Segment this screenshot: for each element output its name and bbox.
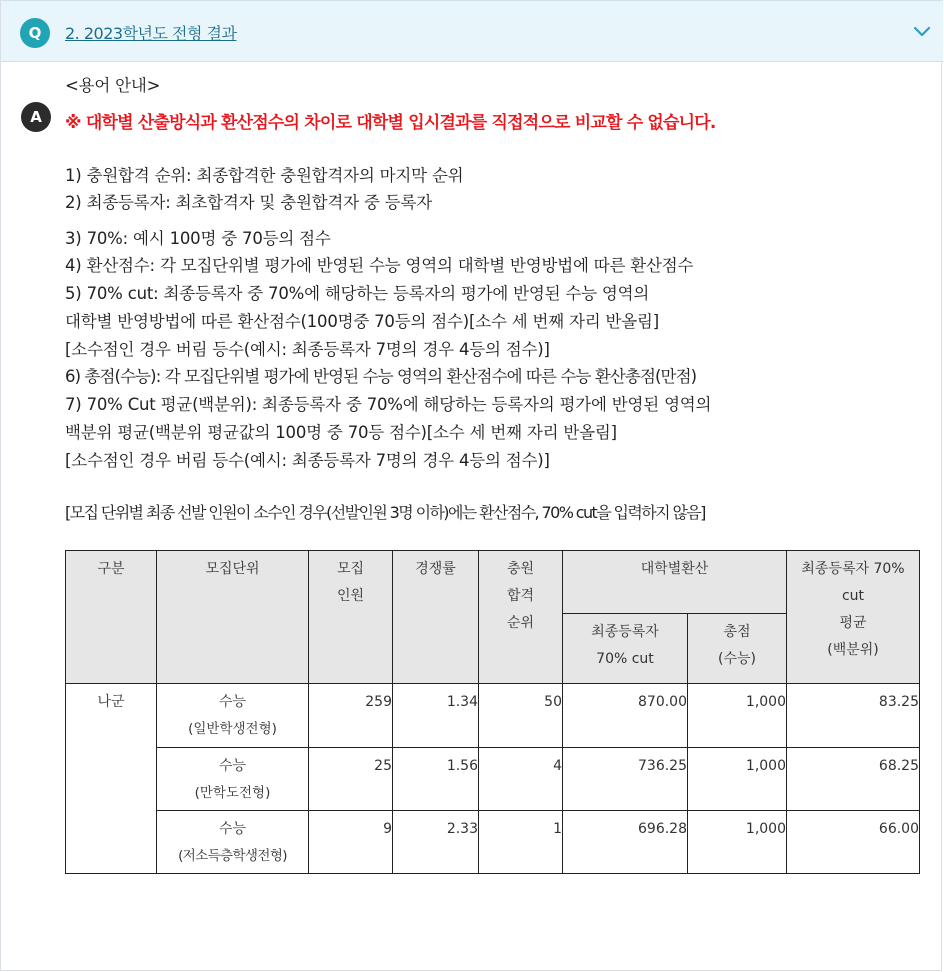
table-row xyxy=(66,684,920,748)
unit-cell: 수능 (만학도전형) xyxy=(157,748,309,811)
rank-cell: 50 xyxy=(479,684,563,748)
question-title-link[interactable]: 2. 2023학년도 전형 결과 xyxy=(65,24,237,43)
chevron-down-icon[interactable] xyxy=(912,22,932,42)
header-total: 총점 (수능) xyxy=(688,614,787,684)
definition-line: 4) 환산점수: 각 모집단위별 평가에 반영된 수능 영역의 대학별 반영방법에 따른 환산점수 xyxy=(65,256,694,275)
ratio-cell: 1.56 xyxy=(393,748,479,811)
admission-results-table xyxy=(65,550,920,874)
total-cell: 1,000 xyxy=(688,811,787,874)
definition-line: 2) 최종등록자: 최초합격자 및 충원합격자 중 등록자 xyxy=(65,193,432,212)
percentile-cell: 83.25 xyxy=(787,684,920,748)
header-group: 구분 xyxy=(66,551,157,684)
definition-line: 1) 충원합격 순위: 최종합격한 충원합격자의 마지막 순위 xyxy=(65,166,464,185)
header-cut: 최종등록자 70% cut xyxy=(563,614,688,684)
table-row xyxy=(66,811,920,874)
percentile-cell: 68.25 xyxy=(787,748,920,811)
answer-badge: A xyxy=(21,102,51,132)
guide-title: <용어 안내> xyxy=(65,76,161,95)
header-unit: 모집단위 xyxy=(157,551,309,684)
ratio-cell: 1.34 xyxy=(393,684,479,748)
header-percentile: 최종등록자 70% cut 평균 (백분위) xyxy=(787,551,920,684)
table-row xyxy=(66,748,920,811)
group-cell: 나군 xyxy=(66,684,157,874)
total-cell: 1,000 xyxy=(688,684,787,748)
definition-line: 대학별 반영방법에 따른 환산점수(100명중 70등의 점수)[소수 세 번째 자리 반올림] xyxy=(65,312,660,331)
cut-cell: 696.28 xyxy=(563,811,688,874)
header-conversion: 대학별환산 xyxy=(563,551,787,614)
rank-cell: 4 xyxy=(479,748,563,811)
quota-cell: 259 xyxy=(309,684,393,748)
question-badge: Q xyxy=(20,18,50,48)
header-ratio: 경쟁률 xyxy=(393,551,479,684)
header-rank: 충원 합격 순위 xyxy=(479,551,563,684)
question-header[interactable] xyxy=(1,0,943,62)
rank-cell: 1 xyxy=(479,811,563,874)
definition-line: 3) 70%: 예시 100명 중 70등의 점수 xyxy=(65,229,331,248)
cut-cell: 870.00 xyxy=(563,684,688,748)
cut-cell: 736.25 xyxy=(563,748,688,811)
warning-text: ※ 대학별 산출방식과 환산점수의 차이로 대학별 입시결과를 직접적으로 비교할 수 없습니다. xyxy=(65,113,716,133)
quota-cell: 25 xyxy=(309,748,393,811)
quota-cell: 9 xyxy=(309,811,393,874)
definition-line: 7) 70% Cut 평균(백분위): 최종등록자 중 70%에 해당하는 등록자의 평가에 반영된 영역의 xyxy=(65,395,712,414)
definition-line: 6) 총점(수능): 각 모집단위별 평가에 반영된 수능 영역의 환산점수에 따른 수능 환산총점(만점) xyxy=(65,367,697,386)
definition-line: 백분위 평균(백분위 평균값의 100명 중 70등 점수)[소수 세 번째 자리 반올림] xyxy=(65,423,617,442)
selection-note: [모집 단위별 최종 선발 인원이 소수인 경우(선발인원 3명 이하)에는 환산점수, 70% cut을 입력하지 않음] xyxy=(65,503,705,522)
total-cell: 1,000 xyxy=(688,748,787,811)
definition-line: 5) 70% cut: 최종등록자 중 70%에 해당하는 등록자의 평가에 반영된 수능 영역의 xyxy=(65,284,650,303)
definition-line: [소수점인 경우 버림 등수(예시: 최종등록자 7명의 경우 4등의 점수)] xyxy=(65,340,550,359)
header-quota: 모집 인원 xyxy=(309,551,393,684)
percentile-cell: 66.00 xyxy=(787,811,920,874)
ratio-cell: 2.33 xyxy=(393,811,479,874)
definition-line: [소수점인 경우 버림 등수(예시: 최종등록자 7명의 경우 4등의 점수)] xyxy=(65,451,550,470)
unit-cell: 수능 (일반학생전형) xyxy=(157,684,309,748)
unit-cell: 수능 (저소득층학생전형) xyxy=(157,811,309,874)
